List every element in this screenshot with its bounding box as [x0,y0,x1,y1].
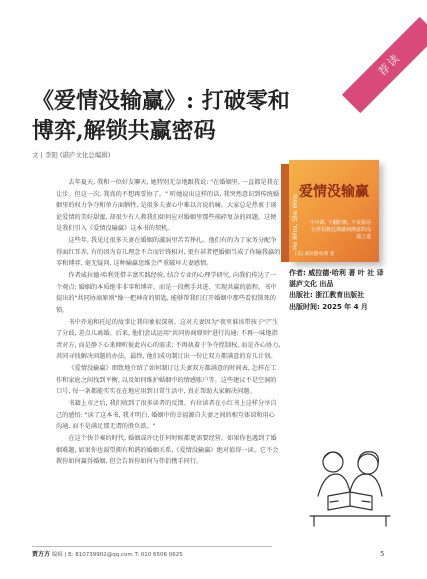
article-body [56,177,281,468]
corner-tag: 荐读 [342,17,427,113]
book-cover-author: [美] 威拉德·哈利 著 [295,252,335,257]
page-number: 5 [380,550,385,558]
editor-name: 贾方方 [32,551,51,558]
book-cover [289,160,379,262]
book-publisher: 出版社: 浙江教育出版社 [289,291,365,300]
editor-email: E: 810739902@qq.com [68,552,133,558]
footer-divider [32,546,272,547]
paragraph: 书籍上市之后, 我们收到了很多读者的反馈。有位读者在小红书上这样分享自己的感悟: "读了这本书, 我才明白, 婚姻中的幸福源自夫妻之间的相互体谅和用心沟通, 而不是满足那无谓的胜负欲。" [56,400,277,431]
article-title [32,86,332,146]
book-cover-title: 爱情没输赢 [299,184,369,200]
paragraph: 作者威拉德·哈利凭借丰富实践经验, 结合专业的心理学研究, 向我们传达了一个观点: 婚姻的本质绝非非零和博弈。而是一段携手共进、实现共赢的旅程。书中提出的"共同协商原则"像一把神奇的钥匙, 能够帮我们打开婚姻中那些看似锁死的锁。 [56,272,277,314]
book-cover-subtitle: 不冷战, 不翻旧账, 不说狠话 让伴侣彼此都感到满意的沟通之道 [309,220,371,240]
book-brand: 湛庐文化 出品 [289,280,334,289]
editor-label: 编辑 [51,552,63,558]
book-info [289,268,384,313]
title-line-1: 《爱情没输赢》: 打破零和 [32,88,290,114]
paragraph: 在这个快节奏的时代, 婚姻或许比任何时候都更需要经营。如果你也遇到了婚姻难题, 如果你也渴望拥有和谐的婚姻关系,《爱情没输赢》绝对值得一读。它不会教你如何赢得婚姻, 但会告诉你如何与伴侣携手同行。 [56,435,279,466]
paragraph: 这些年, 我见过很多夫妻在婚姻的漩涡里苦苦挣扎。他们有的为了家务分配争得面红耳赤, 有的因为育儿理念不合而针锋相对, 更有甚者把婚姻当成了你输我赢的零和博弈, 毫无疑问, 这种输赢思维会严重破坏夫妻感情。 [56,237,281,268]
footer: 贾方方 编辑 | E: 810739902@qq.com T: 010 6506 0625 [32,551,183,558]
byline: 文 | 李阳 (湛庐文化总编辑) [32,151,111,159]
book-author: 作者: 威拉德·哈利 著 叶 社 译 [289,269,384,277]
book-cover-english-title: He Wins, She Wins [292,194,299,250]
book-spine [281,164,289,262]
paragraph: 去年夏天, 我和一位好友聊天, 她特别无奈地跟我说: "在婚姻里, 一直都是我在让步。但这一次, 我真的不想再妥协了。" 听她说出这样的话, 我突然意识到传统婚姻里的权力争夺和单方面牺牲, 是很多夫妻心中难以言说的痛。大家总是热衷于谈论爱情的美好甜蜜, 却很少有人教我们如何应对婚姻里那些琐碎复杂的问题。这便是我们引入《爱情没输赢》这本书的契机。 [56,179,280,233]
editor-tel: T: 010 6506 0625 [134,552,183,558]
paragraph: 书中乔迪和托尼的故事让我印象很深刻。这对夫妻因为"夜里谁该带孩子"产生了分歧, 差点儿离婚。后来, 他们尝试运用"共同协商原则"进行沟通: 不再一味地指责对方, 而是静下心来倾听彼此内心的需求; 不再执着于争夺控制权, 而是齐心协力, 共同寻找解决问题的办法。最终, 他们成功制订出一份让双方都满意的育儿计划。 [56,318,281,361]
paragraph: 《爱情没输赢》细致地介绍了如何制订让夫妻双方都满意的时间表, 怎样在工作和家庭之间找到平衡, 以及如何维护婚姻中的情感账户等。这些建议不是空洞的口号, 每一条都能实实在在地应用到日常生活中, 真正帮助大家解决问题。 [56,365,277,396]
title-line-2: 博弈,解锁共赢密码 [32,118,216,144]
book-publish-date: 出版时间: 2025 年 4 月 [289,302,368,311]
couple-reading-illustration [300,440,400,536]
